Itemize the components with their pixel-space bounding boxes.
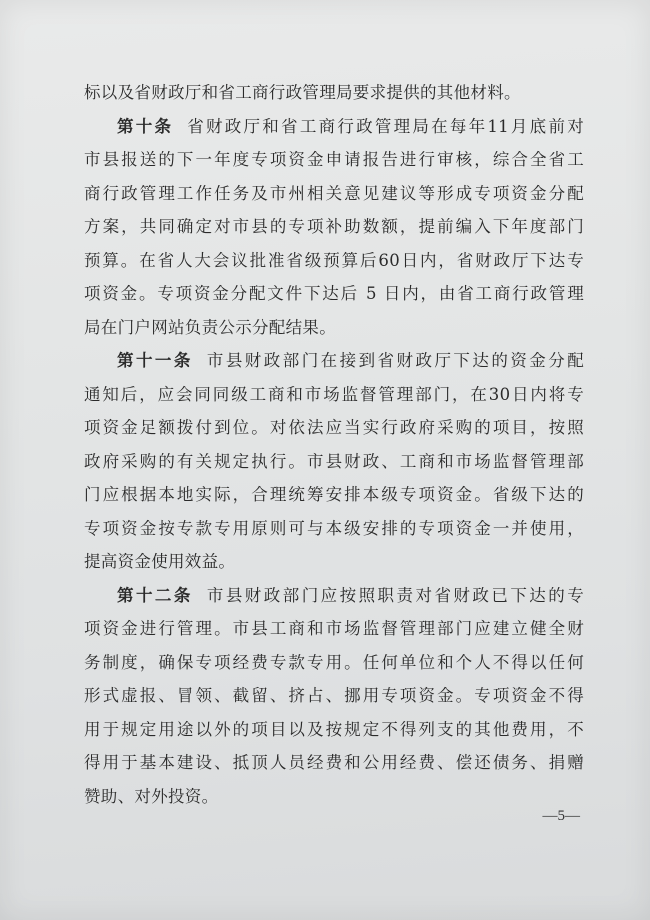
paragraph-line: 得用于基本建设、抵顶人员经费和公用经费、偿还债务、捐赠 <box>84 753 584 772</box>
paragraph-line: 项资金进行管理。市县工商和市场监督管理部门应建立健全财 <box>84 619 584 638</box>
paragraph-text: 省财政厅和省工商行政管理局在每年11月底前对 <box>187 116 584 136</box>
article-heading: 第十二条 <box>117 585 193 605</box>
paragraph-line: 市县报送的下一年度专项资金申请报告进行审核，综合全省工 <box>84 150 584 169</box>
paragraph-line: 标以及省财政厅和省工商行政管理局要求提供的其他材料。 <box>84 83 521 102</box>
article-heading: 第十一条 <box>117 351 193 370</box>
paragraph-line <box>84 344 584 378</box>
paragraph-line: 用于规定用途以外的项目以及按规定不得列支的其他费用，不 <box>84 719 584 739</box>
paragraph-line: 赞助、对外投资。 <box>84 786 219 806</box>
paragraph-line: 项资金。专项资金分配文件下达后 5 日内，由省工商行政管理 <box>84 284 584 303</box>
paragraph-line: 务制度，确保专项经费专款专用。任何单位和个人不得以任何 <box>84 652 584 672</box>
paragraph-line: 门应根据本地实际，合理统筹安排本级专项资金。省级下达的 <box>84 485 584 504</box>
paragraph-line: 提高资金使用效益。 <box>84 552 236 571</box>
paragraph-line: 预算。在省人大会议批准省级预算后60日内，省财政厅下达专 <box>84 250 584 270</box>
paragraph-line: 形式虚报、冒领、截留、挤占、挪用专项资金。专项资金不得 <box>84 686 584 705</box>
paragraph-line: 专项资金按专款专用原则可与本级安排的专项资金一并使用， <box>84 518 584 538</box>
paragraph-line <box>84 579 584 613</box>
paragraph-line: 通知后，应会同同级工商和市场监督管理部门，在30日内将专 <box>84 384 584 404</box>
paragraph-line: 方案，共同确定对市县的专项补助数额，提前编入下年度部门 <box>84 217 584 236</box>
page-number: —5— <box>542 808 580 824</box>
paragraph-line: 局在门户网站负责公示分配结果。 <box>84 317 336 337</box>
paragraph-text: 市县财政部门在接到省财政厅下达的资金分配 <box>206 351 585 370</box>
paragraph-line: 项资金足额拨付到位。对依法应当实行政府采购的项目，按照 <box>84 418 584 437</box>
paragraph-line: 商行政管理工作任务及市州相关意见建议等形成专项资金分配 <box>84 183 584 203</box>
article-heading: 第十条 <box>117 116 174 136</box>
paragraph-line: 政府采购的有关规定执行。市县财政、工商和市场监督管理部 <box>84 451 584 471</box>
paragraph-line <box>84 110 584 144</box>
document-body <box>84 76 584 813</box>
paragraph-text: 市县财政部门应按照职责对省财政已下达的专 <box>206 585 585 605</box>
